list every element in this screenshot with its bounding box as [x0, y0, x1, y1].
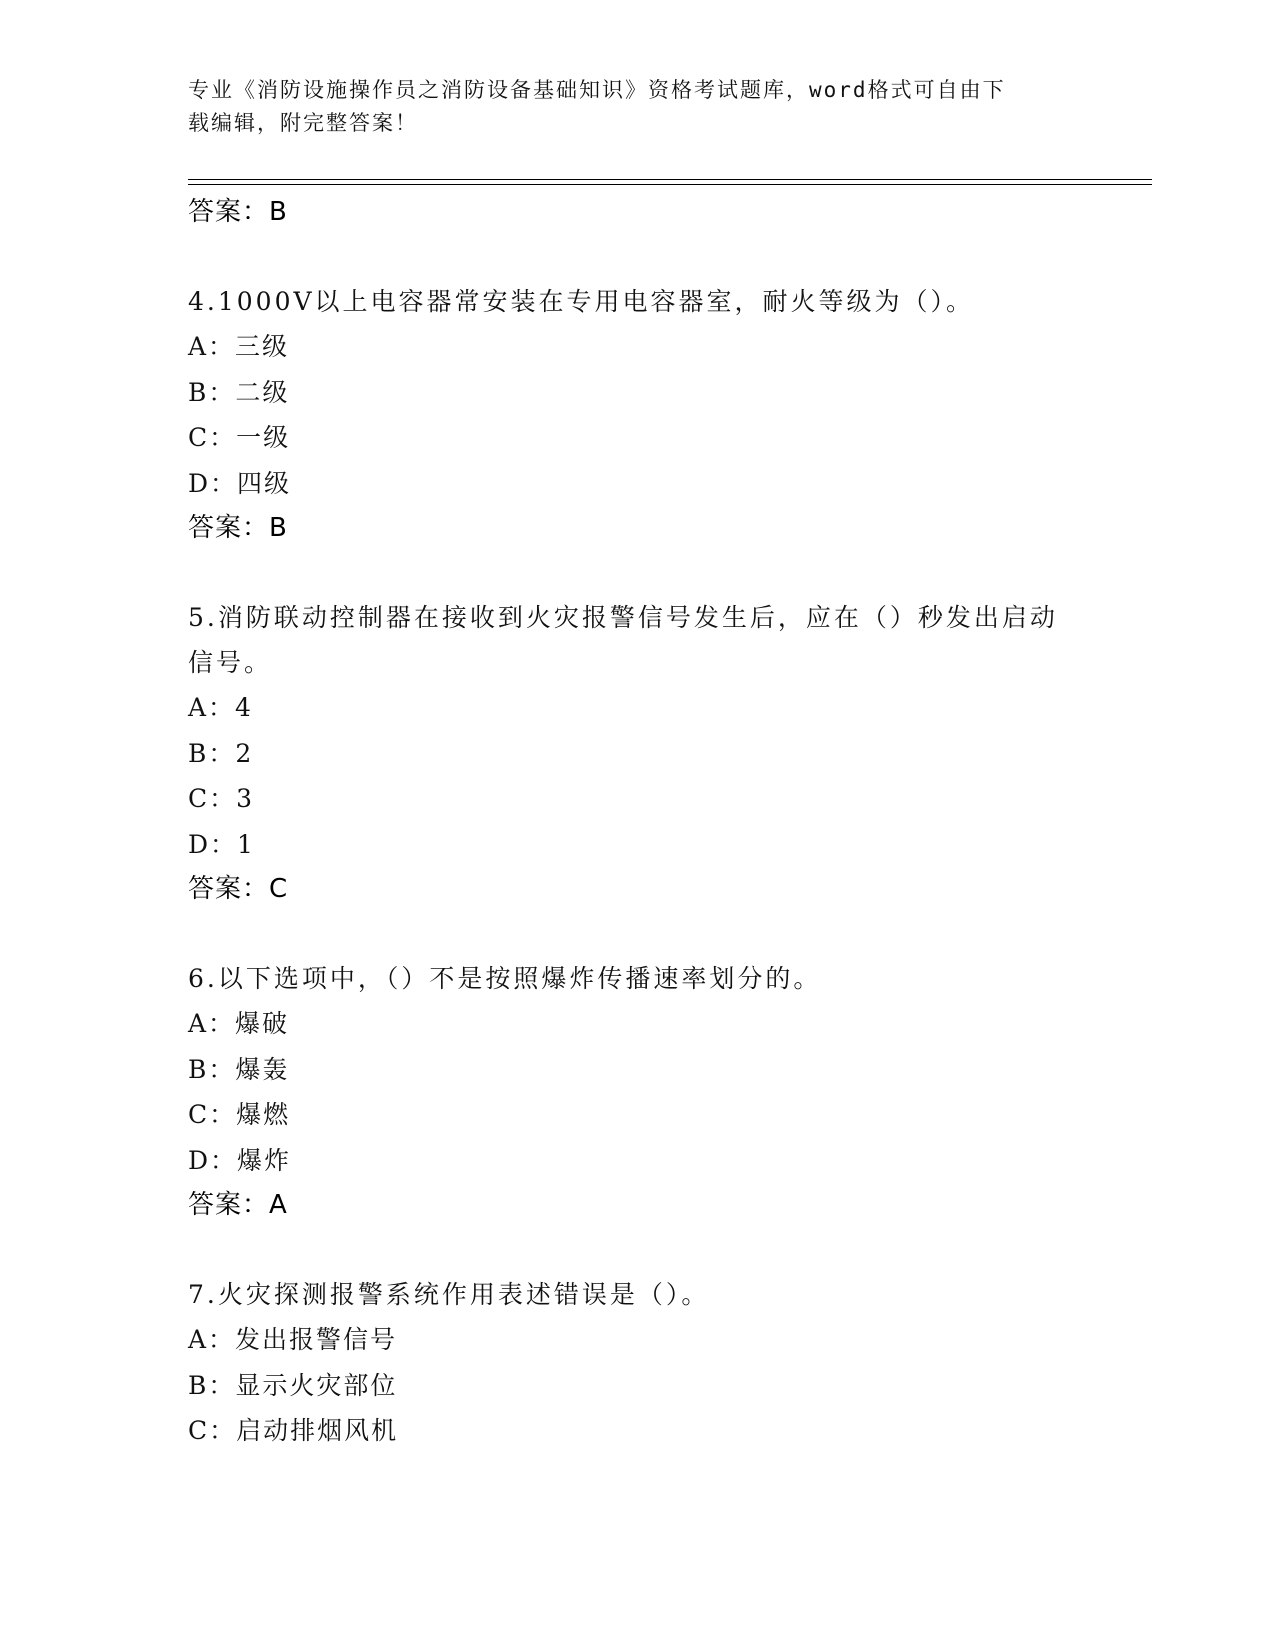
option-a: A：三级	[188, 332, 290, 361]
option-c: C：启动排烟风机	[188, 1416, 399, 1445]
header-divider-top	[188, 179, 1152, 180]
header-line-1: 专业《消防设施操作员之消防设备基础知识》资格考试题库，word格式可自由下	[188, 78, 1006, 102]
question-text: 5.消防联动控制器在接收到火灾报警信号发生后，应在（）秒发出启动信号。	[188, 603, 1058, 677]
header-divider-bottom	[188, 184, 1152, 185]
header-line-2: 载编辑，附完整答案！	[188, 111, 418, 135]
document-header	[188, 74, 1068, 140]
question-4	[188, 279, 1088, 551]
option-a: A：4	[188, 693, 253, 722]
option-a: A：爆破	[188, 1009, 290, 1038]
option-b: B：2	[188, 738, 254, 768]
option-d: D：四级	[188, 468, 292, 498]
question-6	[188, 956, 1088, 1228]
option-b: B：二级	[188, 377, 290, 407]
option-b: B：爆轰	[188, 1054, 290, 1084]
option-d: D：爆炸	[188, 1145, 292, 1175]
answer-line: 答案：A	[188, 1190, 288, 1220]
answer-line: 答案：B	[188, 197, 288, 227]
option-c: C：3	[188, 784, 255, 813]
question-text: 6.以下选项中，（）不是按照爆炸传播速率划分的。	[188, 964, 822, 993]
question-5	[188, 595, 1088, 912]
option-b: B：显示火灾部位	[188, 1370, 398, 1400]
option-a: A：发出报警信号	[188, 1325, 398, 1354]
question-7	[188, 1272, 1088, 1454]
answer-line: 答案：B	[188, 513, 288, 543]
question-text: 7.火灾探测报警系统作用表述错误是（）。	[188, 1280, 710, 1309]
option-c: C：一级	[188, 423, 291, 452]
question-list	[188, 190, 1088, 1454]
option-d: D：1	[188, 829, 255, 859]
option-c: C：爆燃	[188, 1100, 291, 1129]
question-text: 4.1000V以上电容器常安装在专用电容器室，耐火等级为（）。	[188, 287, 975, 316]
answer-line: 答案：C	[188, 874, 289, 904]
